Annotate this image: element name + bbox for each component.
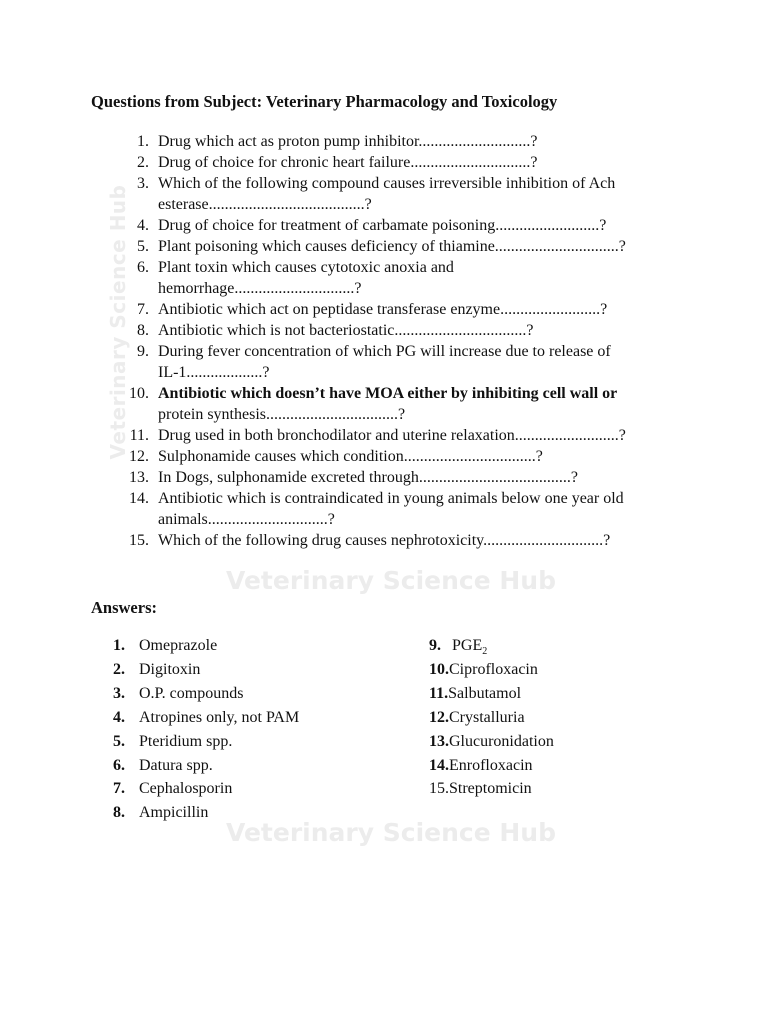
answer-value: Glucuronidation bbox=[449, 733, 554, 750]
answer-number: 9. bbox=[429, 637, 441, 654]
answer-item bbox=[113, 779, 232, 799]
question-text-cont: esterase.......................................? bbox=[158, 196, 372, 213]
question-number: 5. bbox=[137, 238, 149, 255]
answer-item bbox=[113, 708, 299, 728]
question-text: Drug of choice for chronic heart failure..............................? bbox=[158, 154, 538, 171]
answer-value: Ampicillin bbox=[139, 804, 209, 821]
answer-item bbox=[429, 779, 532, 799]
answer-number: 10. bbox=[429, 661, 449, 678]
answer-value: Digitoxin bbox=[139, 661, 201, 678]
answers-heading: Answers: bbox=[91, 598, 157, 617]
question-number: 14. bbox=[129, 490, 149, 507]
question-text-cont: animals..............................? bbox=[158, 511, 335, 528]
question-number: 13. bbox=[129, 469, 149, 486]
answer-value: Ciprofloxacin bbox=[449, 661, 538, 678]
answer-number: 12. bbox=[429, 709, 449, 726]
answer-number: 2. bbox=[113, 661, 125, 678]
question-text: Antibiotic which is not bacteriostatic.................................? bbox=[158, 322, 534, 339]
answer-value: PGE bbox=[452, 637, 483, 654]
question-text: Drug of choice for treatment of carbamate poisoning..........................? bbox=[158, 217, 607, 234]
answer-item bbox=[429, 756, 533, 776]
answer-item bbox=[113, 756, 213, 776]
question-text: Sulphonamide causes which condition.................................? bbox=[158, 448, 543, 465]
answer-value: Omeprazole bbox=[139, 637, 218, 654]
answer-number: 3. bbox=[113, 685, 125, 702]
question-number: 10. bbox=[129, 385, 149, 402]
question-text: Which of the following compound causes irreversible inhibition of Ach bbox=[158, 175, 616, 192]
question-number: 9. bbox=[137, 343, 149, 360]
answer-value: Datura spp. bbox=[139, 757, 213, 774]
answer-number: 7. bbox=[113, 780, 125, 797]
answer-value: Enrofloxacin bbox=[449, 757, 533, 774]
answer-number: 14. bbox=[429, 757, 449, 774]
question-number: 7. bbox=[137, 301, 149, 318]
question-text-cont: protein synthesis.................................? bbox=[158, 406, 406, 423]
question-number: 12. bbox=[129, 448, 149, 465]
answer-item bbox=[113, 803, 208, 823]
answer-number: 8. bbox=[113, 804, 125, 821]
answer-value: Cephalosporin bbox=[139, 780, 233, 797]
watermark-bottom: Veterinary Science Hub bbox=[226, 818, 556, 847]
answer-number: 1. bbox=[113, 637, 125, 654]
question-text: Antibiotic which act on peptidase transferase enzyme.........................? bbox=[158, 301, 608, 318]
watermark-vertical: Veterinary Science Hub bbox=[106, 184, 130, 460]
answer-number: 11. bbox=[429, 685, 449, 702]
question-number: 2. bbox=[137, 154, 149, 171]
question-text: Antibiotic which is contraindicated in young animals below one year old bbox=[158, 490, 624, 507]
question-text: Which of the following drug causes nephrotoxicity..............................? bbox=[158, 532, 611, 549]
question-number: 15. bbox=[129, 532, 149, 549]
answer-item bbox=[113, 684, 243, 704]
answer-number: 13. bbox=[429, 733, 449, 750]
answer-number: 15. bbox=[429, 780, 449, 797]
question-number: 3. bbox=[137, 175, 149, 192]
question-text-cont: hemorrhage..............................? bbox=[158, 280, 362, 297]
question-text: In Dogs, sulphonamide excreted through......................................? bbox=[158, 469, 578, 486]
question-text: During fever concentration of which PG will increase due to release of bbox=[158, 343, 611, 360]
question-number: 1. bbox=[137, 133, 149, 150]
question-text: Drug used in both bronchodilator and uterine relaxation..........................? bbox=[158, 427, 626, 444]
answer-value: Salbutamol bbox=[448, 685, 522, 702]
question-text: Drug which act as proton pump inhibitor............................? bbox=[158, 133, 538, 150]
answer-subscript: 2 bbox=[482, 646, 488, 658]
answer-item bbox=[429, 708, 525, 728]
page-title: Questions from Subject: Veterinary Pharmacology and Toxicology bbox=[91, 92, 558, 111]
question-number: 6. bbox=[137, 259, 149, 276]
question-text: Plant poisoning which causes deficiency of thiamine...............................? bbox=[158, 238, 626, 255]
answer-number: 5. bbox=[113, 733, 125, 750]
answer-value: O.P. compounds bbox=[139, 685, 244, 702]
answer-item bbox=[429, 636, 487, 662]
answer-value: Crystalluria bbox=[449, 709, 525, 726]
question-number: 4. bbox=[137, 217, 149, 234]
answer-number: 4. bbox=[113, 709, 125, 726]
answer-item bbox=[113, 660, 200, 680]
answer-value: Atropines only, not PAM bbox=[139, 709, 300, 726]
question-number: 11. bbox=[129, 427, 149, 444]
question-text-cont: IL-1...................? bbox=[158, 364, 270, 381]
answer-value: Streptomicin bbox=[449, 780, 532, 797]
question-text: Plant toxin which causes cytotoxic anoxia and bbox=[158, 259, 454, 276]
answer-number: 6. bbox=[113, 757, 125, 774]
question-number: 8. bbox=[137, 322, 149, 339]
watermark-middle: Veterinary Science Hub bbox=[226, 566, 556, 595]
answer-item bbox=[113, 732, 232, 752]
answer-item bbox=[429, 684, 521, 704]
answer-value: Pteridium spp. bbox=[139, 733, 233, 750]
answer-item bbox=[429, 660, 538, 680]
answer-item bbox=[113, 636, 217, 656]
answer-item bbox=[429, 732, 554, 752]
question-text: Antibiotic which doesn’t have MOA either by inhibiting cell wall or bbox=[158, 385, 618, 402]
